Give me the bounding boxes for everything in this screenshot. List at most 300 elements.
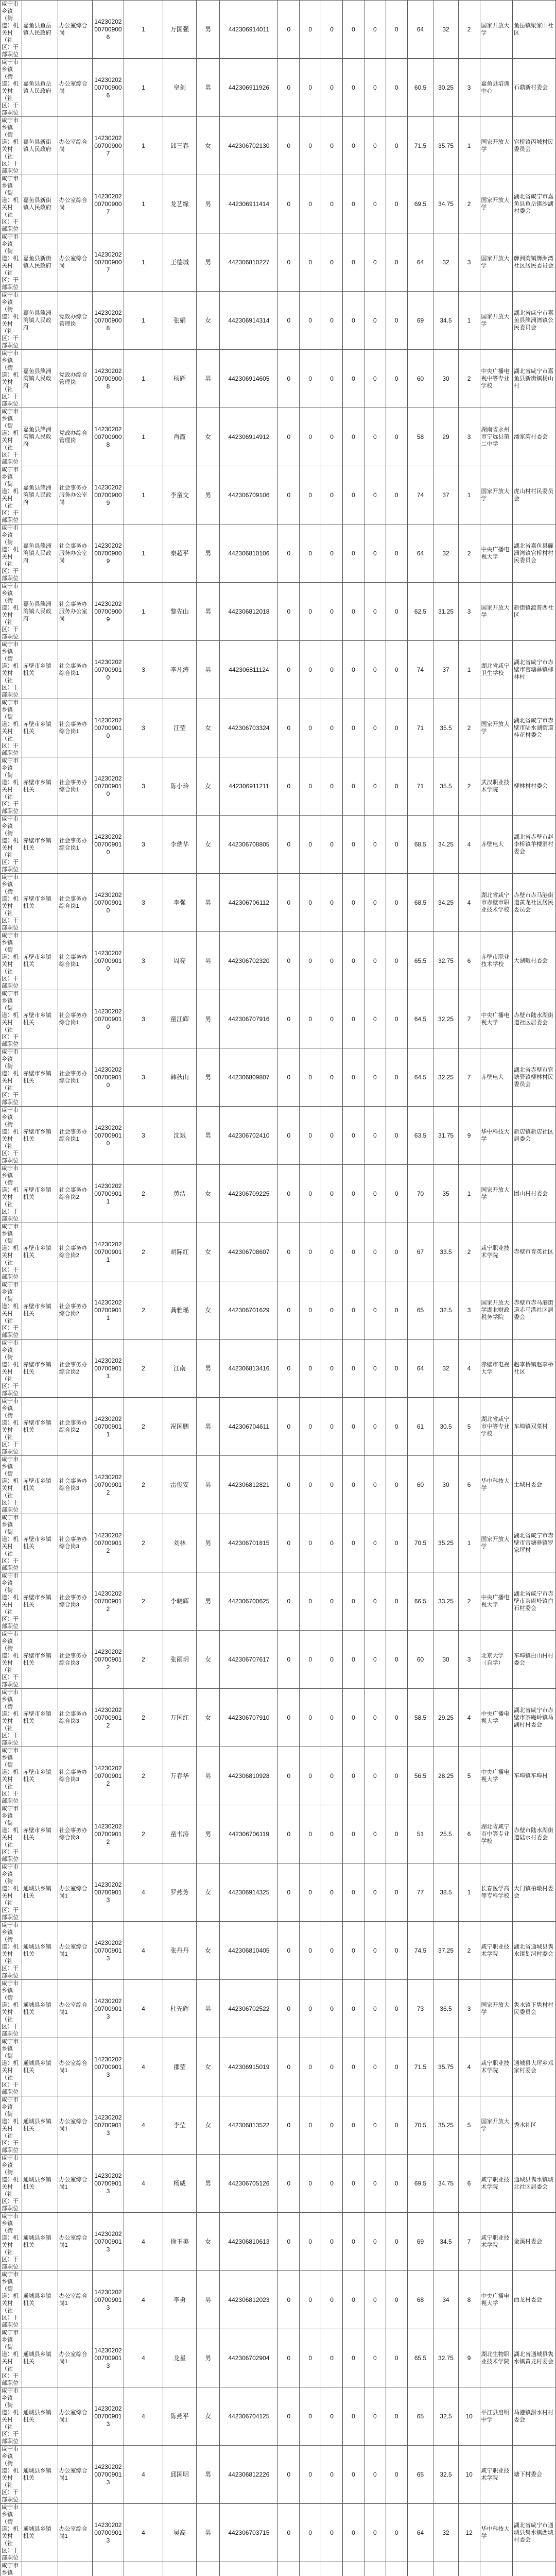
gender-cell: 男 xyxy=(196,1456,220,1514)
score-a-cell: 0 xyxy=(278,408,300,466)
score-f-cell: 0 xyxy=(386,2038,407,2096)
gender-cell: 女 xyxy=(196,1863,220,1922)
table-row xyxy=(1,2096,556,2155)
rank-cell: 1 xyxy=(458,641,480,699)
score-a-cell: 0 xyxy=(278,699,300,757)
weighted-score-cell: 34.75 xyxy=(433,175,458,233)
school-cell: 长春医学高等专科学校 xyxy=(480,1863,512,1922)
recruiting-unit-cell: 赤壁市乡镇机关 xyxy=(22,1572,58,1631)
score-f-cell: 0 xyxy=(386,1980,407,2038)
position-category-cell: 咸宁市乡镇（街道）机关村（社区）干部职位 xyxy=(1,59,22,117)
recruiting-unit-cell: 通城县乡镇机关 xyxy=(22,2504,58,2562)
recruiting-unit-cell: 赤壁市乡镇机关 xyxy=(22,1747,58,1805)
score-a-cell: 0 xyxy=(278,466,300,524)
score-d-cell: 0 xyxy=(343,1689,364,1747)
school-cell: 咸宁职业技术学院 xyxy=(480,1922,512,1980)
rank-cell: 4 xyxy=(458,1689,480,1747)
gender-cell: 男 xyxy=(196,1747,220,1805)
score-c-cell: 0 xyxy=(321,1398,343,1456)
written-score-cell: 60 xyxy=(407,350,433,408)
position-category-cell: 咸宁市乡镇（街道）机关村（社区）干部职位 xyxy=(1,1980,22,2038)
recruit-count-cell: 4 xyxy=(124,2387,163,2446)
score-f-cell: 0 xyxy=(386,408,407,466)
score-e-cell: 0 xyxy=(364,466,386,524)
work-unit-cell: 湖北省通城县隽水镇黄龙村委会 xyxy=(513,2329,556,2387)
weighted-score-cell: 35 xyxy=(433,1165,458,1223)
gender-cell: 男 xyxy=(196,583,220,641)
weighted-score-cell: 35.25 xyxy=(433,1514,458,1572)
score-f-cell: 0 xyxy=(386,1165,407,1223)
score-a-cell: 0 xyxy=(278,2213,300,2271)
score-e-cell: 0 xyxy=(364,874,386,932)
score-c-cell: 0 xyxy=(321,699,343,757)
gender-cell: 男 xyxy=(196,524,220,583)
weighted-score-cell: 25.5 xyxy=(433,1805,458,1863)
candidate-name-cell: 童江辉 xyxy=(163,990,197,1048)
score-a-cell: 0 xyxy=(278,816,300,874)
weighted-score-cell: 34.25 xyxy=(433,816,458,874)
score-d-cell: 0 xyxy=(343,932,364,990)
candidate-name-cell: 李童文 xyxy=(163,466,197,524)
score-b-cell: 0 xyxy=(300,1107,321,1165)
position-code-cell: 14230202007009009 xyxy=(92,524,124,583)
rank-cell: 12 xyxy=(458,2504,480,2562)
position-category-cell: 咸宁市乡镇（街道）机关村（社区）干部职位 xyxy=(1,175,22,233)
score-c-cell: 0 xyxy=(321,1689,343,1747)
position-category-cell: 咸宁市乡镇（街道）机关村（社区）干部职位 xyxy=(1,524,22,583)
recruit-count-cell: 4 xyxy=(124,2329,163,2387)
score-f-cell: 0 xyxy=(386,1281,407,1340)
work-unit-cell: 团山村村委会 xyxy=(513,1165,556,1223)
gender-cell: 男 xyxy=(196,59,220,117)
score-a-cell: 0 xyxy=(278,1048,300,1107)
score-a-cell: 0 xyxy=(278,2038,300,2096)
school-cell: 国家开放大学湖北财政税务学院 xyxy=(480,1281,512,1340)
position-category-cell: 咸宁市乡镇（街道）机关村（社区）干部职位 xyxy=(1,757,22,816)
recruit-count-cell: 4 xyxy=(124,2504,163,2562)
score-c-cell: 0 xyxy=(321,2271,343,2329)
work-unit-cell: 秀水社区 xyxy=(513,2096,556,2155)
weighted-score-cell: 32 xyxy=(433,1340,458,1398)
gender-cell: 女 xyxy=(196,2038,220,2096)
recruiting-unit-cell: 通城县乡镇机关 xyxy=(22,1922,58,1980)
position-code-cell: 14230202007009008 xyxy=(92,350,124,408)
position-category-cell: 咸宁市乡镇（街道）机关村（社区）干部职位 xyxy=(1,1,22,59)
score-a-cell: 0 xyxy=(278,932,300,990)
candidate-name-cell: 陈燕平 xyxy=(163,2387,197,2446)
position-code-cell: 14230202007009010 xyxy=(92,1048,124,1107)
recruiting-unit-cell: 嘉鱼县鱼岳镇人民政府 xyxy=(22,1,58,59)
gender-cell: 男 xyxy=(196,350,220,408)
ticket-number-cell: 442306810613 xyxy=(220,2213,278,2271)
rank-cell: 7 xyxy=(458,990,480,1048)
position-name-cell: 办公室综合岗1 xyxy=(58,2096,92,2155)
score-c-cell: 0 xyxy=(321,816,343,874)
position-category-cell: 咸宁市乡镇（街道）机关村（社区）干部职位 xyxy=(1,1107,22,1165)
score-b-cell: 0 xyxy=(300,466,321,524)
recruit-count-cell: 2 xyxy=(124,1165,163,1223)
score-e-cell: 0 xyxy=(364,1572,386,1631)
score-c-cell: 0 xyxy=(321,1805,343,1863)
position-category-cell: 咸宁市乡镇（街道）机关村（社区）干部职位 xyxy=(1,408,22,466)
gender-cell: 女 xyxy=(196,757,220,816)
recruit-count-cell: 1 xyxy=(124,524,163,583)
position-category-cell: 咸宁市乡镇（街道）机关村（社区）干部职位 xyxy=(1,2213,22,2271)
score-d-cell: 0 xyxy=(343,2096,364,2155)
work-unit-cell: 湖北省咸宁市赤壁市官塘驿镇柳林村 xyxy=(513,641,556,699)
recruit-count-cell: 3 xyxy=(124,1048,163,1107)
position-category-cell: 咸宁市乡镇（街道）机关村（社区）干部职位 xyxy=(1,2271,22,2329)
position-category-cell: 咸宁市乡镇（街道）机关村（社区）干部职位 xyxy=(1,117,22,175)
score-b-cell: 0 xyxy=(300,59,321,117)
work-unit-cell: 隽水镇下隽村村民委员会 xyxy=(513,1980,556,2038)
table-row xyxy=(1,757,556,816)
score-b-cell: 0 xyxy=(300,1223,321,1281)
recruiting-unit-cell: 通城县乡镇机关 xyxy=(22,2329,58,2387)
weighted-score-cell: 33.5 xyxy=(433,1223,458,1281)
recruit-count-cell: 1 xyxy=(124,59,163,117)
score-d-cell: 0 xyxy=(343,2271,364,2329)
weighted-score-cell: 32.25 xyxy=(433,990,458,1048)
position-category-cell: 咸宁市乡镇（街道）机关村（社区）干部职位 xyxy=(1,2038,22,2096)
rank-cell xyxy=(458,2562,480,2576)
written-score-cell: 73 xyxy=(407,1980,433,2038)
position-name-cell: 办公室综合岗 xyxy=(58,1,92,59)
score-e-cell: 0 xyxy=(364,816,386,874)
score-b-cell: 0 xyxy=(300,1805,321,1863)
score-e-cell: 0 xyxy=(364,2038,386,2096)
score-f-cell: 0 xyxy=(386,757,407,816)
gender-cell: 女 xyxy=(196,2213,220,2271)
work-unit-cell: 虎山村村民委员会 xyxy=(513,466,556,524)
work-unit-cell: 新店镇新店社区居委会 xyxy=(513,1107,556,1165)
recruit-count-cell: 4 xyxy=(124,2038,163,2096)
position-code-cell: 14230202007009012 xyxy=(92,1514,124,1572)
weighted-score-cell: 32.75 xyxy=(433,2329,458,2387)
candidate-name-cell: 龙星 xyxy=(163,2329,197,2387)
position-code-cell: 14230202007009012 xyxy=(92,1572,124,1631)
position-category-cell: 咸宁市乡镇（街道）机关村（社区）干部职位 xyxy=(1,466,22,524)
position-name-cell: 社会事务办综合岗2 xyxy=(58,1165,92,1223)
ticket-number-cell: 442306704611 xyxy=(220,1398,278,1456)
score-b-cell: 0 xyxy=(300,699,321,757)
gender-cell: 男 xyxy=(196,2329,220,2387)
weighted-score-cell: 30.5 xyxy=(433,1398,458,1456)
weighted-score-cell: 31.25 xyxy=(433,583,458,641)
written-score-cell: 77 xyxy=(407,1863,433,1922)
position-code-cell: 14230202007009007 xyxy=(92,233,124,292)
score-f-cell: 0 xyxy=(386,233,407,292)
written-score-cell xyxy=(407,2562,433,2576)
rank-cell: 1 xyxy=(458,466,480,524)
work-unit-cell: 官桥镇丙城村民委员会 xyxy=(513,117,556,175)
position-name-cell xyxy=(58,2562,92,2576)
recruiting-unit-cell: 嘉鱼县新街镇人民政府 xyxy=(22,117,58,175)
position-name-cell: 办公室综合岗1 xyxy=(58,2504,92,2562)
score-f-cell: 0 xyxy=(386,699,407,757)
candidate-name-cell: 江南 xyxy=(163,1340,197,1398)
work-unit-cell: 大门镇柏墩村委会 xyxy=(513,1863,556,1922)
position-code-cell: 14230202007009010 xyxy=(92,816,124,874)
score-b-cell: 0 xyxy=(300,524,321,583)
score-e-cell: 0 xyxy=(364,990,386,1048)
ticket-number-cell: 442306810405 xyxy=(220,1922,278,1980)
candidate-name-cell: 韩秋山 xyxy=(163,1048,197,1107)
table-row xyxy=(1,2387,556,2446)
school-cell: 华中科技大学 xyxy=(480,1456,512,1514)
score-c-cell: 0 xyxy=(321,1922,343,1980)
score-f-cell: 0 xyxy=(386,1514,407,1572)
table-row xyxy=(1,1,556,59)
candidate-name-cell: 陈小玲 xyxy=(163,757,197,816)
score-e-cell: 0 xyxy=(364,583,386,641)
score-c-cell: 0 xyxy=(321,175,343,233)
score-c-cell: 0 xyxy=(321,874,343,932)
score-c-cell: 0 xyxy=(321,1165,343,1223)
weighted-score-cell: 29 xyxy=(433,408,458,466)
score-d-cell: 0 xyxy=(343,816,364,874)
work-unit-cell: 马港镇甜水村村委会 xyxy=(513,2387,556,2446)
gender-cell: 女 xyxy=(196,1689,220,1747)
gender-cell: 男 xyxy=(196,233,220,292)
position-category-cell: 咸宁市乡镇（街道）机关村（社区）干部职位 xyxy=(1,350,22,408)
candidate-name-cell: 李强 xyxy=(163,874,197,932)
recruit-count-cell: 1 xyxy=(124,583,163,641)
recruiting-unit-cell: 赤壁市乡镇机关 xyxy=(22,1340,58,1398)
score-e-cell: 0 xyxy=(364,1747,386,1805)
recruit-count-cell: 2 xyxy=(124,1223,163,1281)
score-d-cell: 0 xyxy=(343,1572,364,1631)
score-d-cell: 0 xyxy=(343,2504,364,2562)
ticket-number-cell xyxy=(220,2562,278,2576)
candidate-name-cell: 李凡涛 xyxy=(163,641,197,699)
score-b-cell: 0 xyxy=(300,816,321,874)
recruit-count-cell: 1 xyxy=(124,117,163,175)
position-code-cell: 14230202007009011 xyxy=(92,1165,124,1223)
table-row xyxy=(1,2038,556,2096)
score-e-cell: 0 xyxy=(364,1048,386,1107)
score-f-cell: 0 xyxy=(386,1631,407,1689)
score-d-cell: 0 xyxy=(343,117,364,175)
score-c-cell: 0 xyxy=(321,59,343,117)
score-d-cell: 0 xyxy=(343,1922,364,1980)
rank-cell: 1 xyxy=(458,117,480,175)
score-d-cell: 0 xyxy=(343,1223,364,1281)
candidate-name-cell: 黎先山 xyxy=(163,583,197,641)
table-row xyxy=(1,1747,556,1805)
rank-cell: 3 xyxy=(458,408,480,466)
score-b-cell: 0 xyxy=(300,1689,321,1747)
school-cell: 咸宁职业技术学院 xyxy=(480,2155,512,2213)
position-name-cell: 社会事务办综合岗3 xyxy=(58,1631,92,1689)
score-b-cell: 0 xyxy=(300,2446,321,2504)
ticket-number-cell: 442306813416 xyxy=(220,1340,278,1398)
ticket-number-cell: 442306914605 xyxy=(220,350,278,408)
score-d-cell: 0 xyxy=(343,466,364,524)
recruiting-unit-cell: 赤壁市乡镇机关 xyxy=(22,990,58,1048)
position-code-cell: 14230202007009011 xyxy=(92,1281,124,1340)
score-e-cell: 0 xyxy=(364,1631,386,1689)
position-code-cell: 14230202007009011 xyxy=(92,1398,124,1456)
written-score-cell: 69 xyxy=(407,2213,433,2271)
position-category-cell: 咸宁市乡镇（街道）机关村（社区）干部职位 xyxy=(1,2387,22,2446)
score-b-cell: 0 xyxy=(300,1456,321,1514)
score-a-cell: 0 xyxy=(278,1747,300,1805)
score-f-cell: 0 xyxy=(386,2504,407,2562)
score-d-cell: 0 xyxy=(343,1747,364,1805)
table-row xyxy=(1,1863,556,1922)
exam-results-body xyxy=(1,1,556,2576)
rank-cell: 4 xyxy=(458,2038,480,2096)
recruiting-unit-cell: 嘉鱼县簰洲湾镇人民政府 xyxy=(22,583,58,641)
ticket-number-cell: 442306914314 xyxy=(220,292,278,350)
recruit-count-cell: 2 xyxy=(124,1398,163,1456)
score-d-cell: 0 xyxy=(343,699,364,757)
work-unit-cell: 新街镇渡普西社区 xyxy=(513,583,556,641)
recruit-count-cell: 3 xyxy=(124,641,163,699)
score-e-cell: 0 xyxy=(364,1165,386,1223)
score-a-cell: 0 xyxy=(278,1165,300,1223)
weighted-score-cell: 34.5 xyxy=(433,292,458,350)
score-a-cell: 0 xyxy=(278,583,300,641)
gender-cell: 男 xyxy=(196,932,220,990)
recruit-count-cell: 2 xyxy=(124,1456,163,1514)
work-unit-cell: 赤壁市陆水湖街道社区居委会 xyxy=(513,990,556,1048)
score-a-cell: 0 xyxy=(278,1456,300,1514)
score-b-cell: 0 xyxy=(300,757,321,816)
recruit-count-cell: 2 xyxy=(124,1805,163,1863)
weighted-score-cell: 34.25 xyxy=(433,874,458,932)
score-e-cell: 0 xyxy=(364,699,386,757)
score-b-cell: 0 xyxy=(300,233,321,292)
weighted-score-cell: 33.25 xyxy=(433,1572,458,1631)
table-row xyxy=(1,1689,556,1747)
candidate-name-cell: 罗燕芳 xyxy=(163,1863,197,1922)
score-b-cell: 0 xyxy=(300,292,321,350)
work-unit-cell: 湖北省咸宁市嘉鱼县新街镇杨山村 xyxy=(513,350,556,408)
weighted-score-cell: 30 xyxy=(433,350,458,408)
position-code-cell: 14230202007009012 xyxy=(92,1805,124,1863)
school-cell: 国家开放大学 xyxy=(480,1165,512,1223)
written-score-cell: 64 xyxy=(407,524,433,583)
position-code-cell: 14230202007009010 xyxy=(92,699,124,757)
score-d-cell: 0 xyxy=(343,292,364,350)
table-row xyxy=(1,1340,556,1398)
written-score-cell: 64 xyxy=(407,1340,433,1398)
gender-cell: 男 xyxy=(196,466,220,524)
score-d-cell: 0 xyxy=(343,1398,364,1456)
written-score-cell: 51 xyxy=(407,1805,433,1863)
position-name-cell: 办公室综合岗 xyxy=(58,233,92,292)
score-e-cell: 0 xyxy=(364,59,386,117)
score-d-cell: 0 xyxy=(343,233,364,292)
school-cell: 咸宁职业技术学院 xyxy=(480,2446,512,2504)
ticket-number-cell: 442306911414 xyxy=(220,175,278,233)
score-e-cell: 0 xyxy=(364,1223,386,1281)
school-cell: 嘉鱼县培训中心 xyxy=(480,59,512,117)
score-b-cell: 0 xyxy=(300,2038,321,2096)
school-cell: 湖北省咸宁市中等专业学校 xyxy=(480,1805,512,1863)
score-d-cell: 0 xyxy=(343,757,364,816)
ticket-number-cell: 442306812023 xyxy=(220,2271,278,2329)
recruiting-unit-cell: 嘉鱼县新街镇人民政府 xyxy=(22,233,58,292)
rank-cell: 1 xyxy=(458,292,480,350)
ticket-number-cell: 442306810928 xyxy=(220,1747,278,1805)
written-score-cell: 61 xyxy=(407,1398,433,1456)
weighted-score-cell: 32.25 xyxy=(433,1048,458,1107)
score-a-cell: 0 xyxy=(278,641,300,699)
score-d-cell: 0 xyxy=(343,175,364,233)
score-a-cell: 0 xyxy=(278,233,300,292)
gender-cell: 男 xyxy=(196,1340,220,1398)
work-unit-cell: 湖北省咸宁市赤壁市官塘驿镇罗家坪村 xyxy=(513,1514,556,1572)
table-row xyxy=(1,2329,556,2387)
score-e-cell: 0 xyxy=(364,2213,386,2271)
ticket-number-cell: 442306914011 xyxy=(220,1,278,59)
work-unit-cell: 车埠镇双菜村 xyxy=(513,1398,556,1456)
score-a-cell: 0 xyxy=(278,292,300,350)
recruiting-unit-cell: 赤壁市乡镇机关 xyxy=(22,1165,58,1223)
score-a-cell: 0 xyxy=(278,1514,300,1572)
recruit-count-cell xyxy=(124,2562,163,2576)
candidate-name-cell: 李晓辉 xyxy=(163,1572,197,1631)
position-category-cell: 咸宁市乡镇（街道）机关村（社区）干部职位 xyxy=(1,2155,22,2213)
rank-cell: 10 xyxy=(458,2387,480,2446)
position-code-cell: 14230202007009013 xyxy=(92,2446,124,2504)
school-cell: 国家开放大学 xyxy=(480,292,512,350)
recruit-count-cell: 1 xyxy=(124,233,163,292)
position-code-cell: 14230202007009013 xyxy=(92,2271,124,2329)
position-code-cell: 14230202007009009 xyxy=(92,583,124,641)
position-code-cell: 14230202007009010 xyxy=(92,641,124,699)
score-d-cell: 0 xyxy=(343,1107,364,1165)
candidate-name-cell: 刘林 xyxy=(163,1514,197,1572)
position-code-cell: 14230202007009007 xyxy=(92,117,124,175)
gender-cell: 女 xyxy=(196,408,220,466)
score-c-cell: 0 xyxy=(321,2446,343,2504)
rank-cell: 3 xyxy=(458,1281,480,1340)
school-cell: 咸宁职业技术学院 xyxy=(480,2038,512,2096)
gender-cell: 女 xyxy=(196,699,220,757)
table-row xyxy=(1,466,556,524)
score-f-cell: 0 xyxy=(386,2387,407,2446)
score-f-cell xyxy=(386,2562,407,2576)
score-e-cell: 0 xyxy=(364,1398,386,1456)
position-name-cell: 社会事务办综合岗1 xyxy=(58,874,92,932)
score-a-cell: 0 xyxy=(278,2329,300,2387)
position-code-cell: 14230202007009006 xyxy=(92,1,124,59)
score-e-cell: 0 xyxy=(364,1456,386,1514)
recruiting-unit-cell: 通城县乡镇机关 xyxy=(22,2271,58,2329)
written-score-cell: 65 xyxy=(407,1281,433,1340)
score-c-cell: 0 xyxy=(321,2096,343,2155)
score-e-cell: 0 xyxy=(364,2271,386,2329)
table-row xyxy=(1,2271,556,2329)
position-name-cell: 社会事务办综合岗1 xyxy=(58,699,92,757)
ticket-number-cell: 442306701815 xyxy=(220,1514,278,1572)
score-c-cell: 0 xyxy=(321,1223,343,1281)
rank-cell: 2 xyxy=(458,1572,480,1631)
written-score-cell: 65.5 xyxy=(407,932,433,990)
weighted-score-cell: 30 xyxy=(433,1456,458,1514)
score-b-cell: 0 xyxy=(300,2329,321,2387)
position-name-cell: 办公室综合岗1 xyxy=(58,2155,92,2213)
position-name-cell: 办公室综合岗1 xyxy=(58,1980,92,2038)
rank-cell: 5 xyxy=(458,2096,480,2155)
weighted-score-cell: 35.75 xyxy=(433,117,458,175)
position-name-cell: 办公室综合岗 xyxy=(58,59,92,117)
work-unit-cell xyxy=(513,2562,556,2576)
